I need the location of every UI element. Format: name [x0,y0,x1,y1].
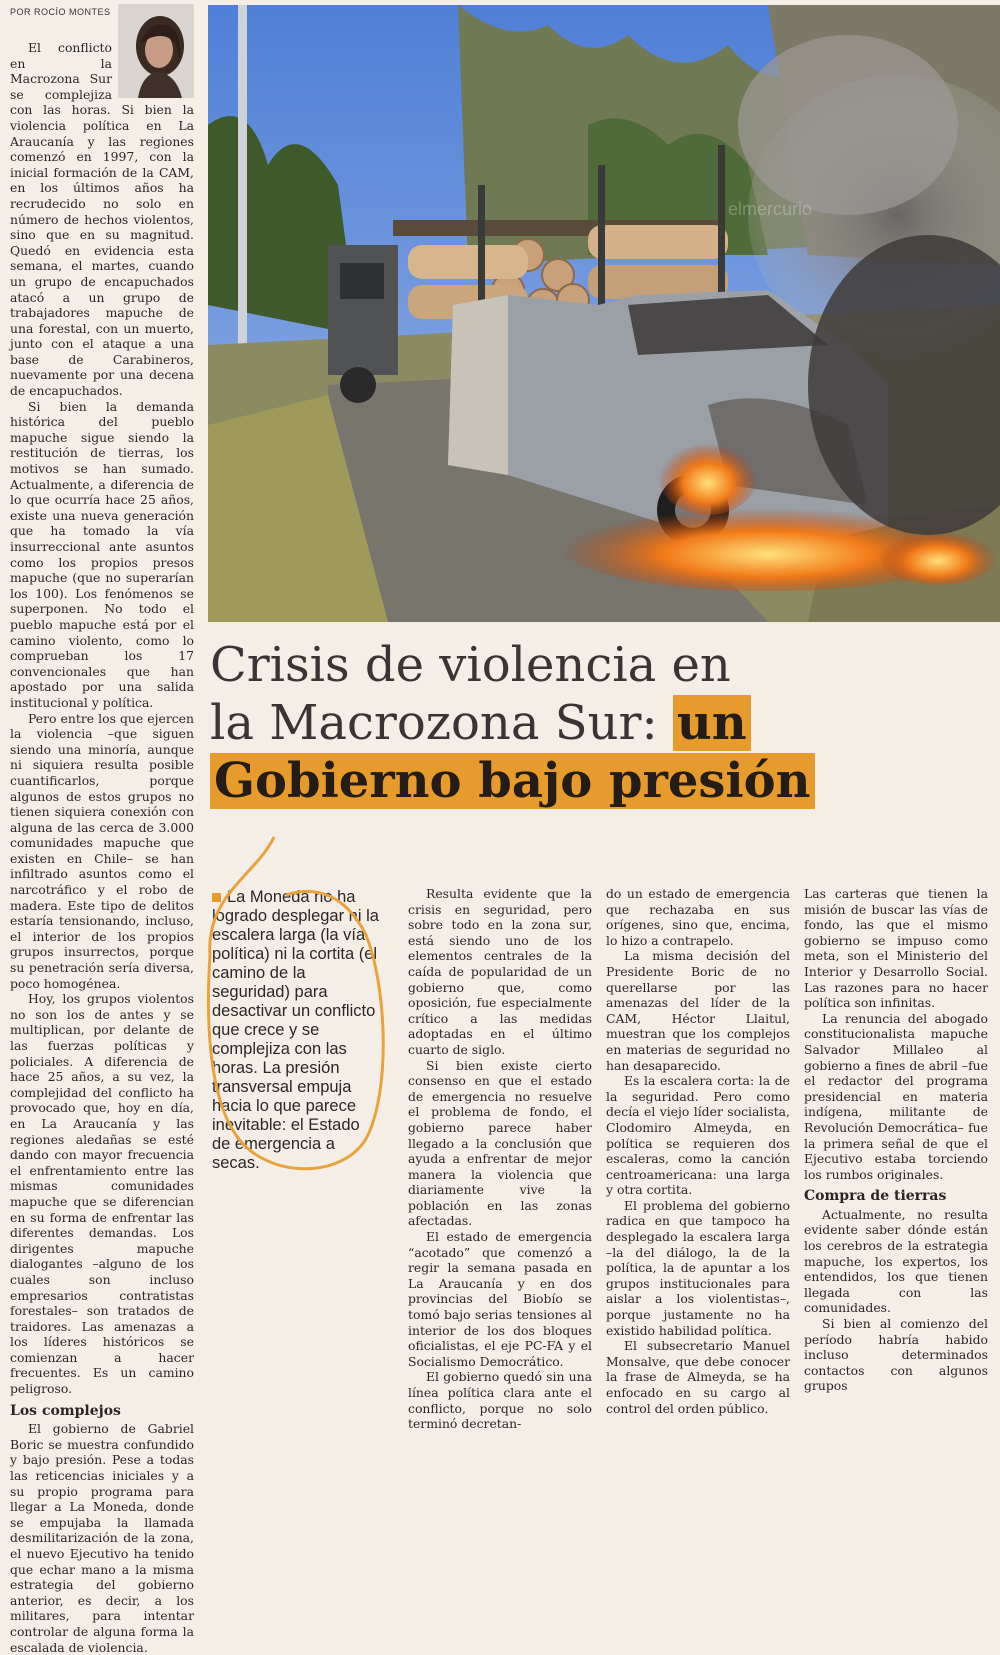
paragraph: Hoy, los grupos violentos no son los de antes y se multiplican, por delante de las fuerzas políticas y policiales. A diferencia de hace 25 años, a su vez, la complejidad del conflicto ha provocado que, hoy en día, en La Araucanía y las regiones aledañas se esté dando con mayor frecuencia el enfrentamiento entre las mismas comunidades mapuche que se diferencian en su forma de enfrentar las diferentes demandas. Los dirigentes mapuche dialogantes –alguno de los cuales son incluso empresarios contratistas forestales– son tratados de traidores. Las amenazas a los líderes históricos se comienzan a hacer frecuentes. Es un camino peligroso. [10,991,194,1397]
paragraph: El problema del gobierno radica en que tampoco ha desplegado la escalera larga –la del diálogo, la de la política, la de apuntar a los grupos institucionales para aislar a los violentistas–, porque justamente no ha existido habilidad política. [606,1197,790,1338]
paragraph: El gobierno quedó sin una línea política clara ante el conflicto, porque no solo terminó decretan- [408,1369,592,1432]
accent-square-icon [212,893,221,902]
author-portrait [118,4,194,98]
paragraph: El conflicto en la Macrozona Sur se complejiza con las horas. Si bien la violencia política en La Araucanía y las regiones comenzó en 1997, con la inicial formación de la CAM, en los últimos años ha recrudecido no solo en número de hechos violentos, sino que en su magnitud. Quedó en evidencia esta semana, el martes, cuando un grupo de encapuchados atacó a un grupo de trabajadores mapuche de una forestal, con un muerto, junto con el ataque a una base de Carabineros, nuevamente por una decena de encapuchados. [10,40,194,399]
paragraph: El subsecretario Manuel Monsalve, que debe conocer la frase de Almeyda, se ha enfocado en su cargo al control del orden público. [606,1338,790,1416]
photo-watermark: elmercurio [728,199,813,219]
paragraph: Pero entre los que ejercen la violencia –que siguen siendo una minoría, aunque ni siquiera resulta posible cuantificarlos, porque algunos de estos grupos no tienen siquiera conexión con alguna de las cerca de 3.000 comunidades mapuche que existen en Chile– se han infiltrado asuntos como el narcotráfico y el robo de madera. Este tipo de delitos estaría tensionando, incluso, el interior de los propios grupos insurrectos, porque su penetración sería diversa, poco homogénea. [10,710,194,991]
headline-highlight-1: un [673,695,751,751]
headline-highlight-2: Gobierno bajo presión [210,753,815,809]
article-column-2 [408,886,592,1432]
news-photo-burning-truck [208,5,1000,622]
paragraph: Si bien al comienzo del período habría habido incluso determinados contactos con algunos grupos [804,1316,988,1394]
paragraph: Es la escalera corta: la de la seguridad. Pero como decía el viejo líder socialista, Clodomiro Almeyda, en política se requieren dos escaleras, como la canción centroamericana: una larga y otra cortita. [606,1073,790,1198]
article-column-4 [804,886,988,1394]
paragraph: La renuncia del abogado constitucionalista mapuche Salvador Millaleo al gobierno a fines de abril –fue el redactor del programa presidencial en materia indígena, militante de Revolución Democrática– fue la primera señal de que el Ejecutivo estaba torciendo los rumbos originales. [804,1010,988,1182]
paragraph: La misma decisión del Presidente Boric de no querellarse por las amenazas del líder de la CAM, Héctor Llaitul, muestran que los complejos en materias de seguridad no han desaparecido. [606,948,790,1073]
paragraph: Las carteras que tienen la misión de buscar las vías de fondo, las que el mismo gobierno se impuso como meta, son el Ministerio del Interior y Desarrollo Social. Las razones para no hacer política son infinitas. [804,886,988,1011]
byline: POR ROCÍO MONTES [10,7,111,17]
headline-line-1: Crisis de violencia en [210,637,731,693]
paragraph: El gobierno de Gabriel Boric se muestra confundido y bajo presión. Pese a todas las reticencias iniciales y a su propio programa para llegar a La Moneda, donde se empujaba la llamada desmilitarización de la zona, el nuevo Ejecutivo ha tenido que echar mano a la misma estrategia del gobierno anterior, es decir, a los militares, para intentar controlar de alguna forma la escalada de violencia. [10,1421,194,1655]
paragraph: El estado de emergencia “acotado” que comenzó a regir la semana pasada en La Araucanía y en dos provincias del Biobío se tomó bajo serias tensiones al interior de los dos bloques oficialistas, el eje PC-FA y el Socialismo Democrático. [408,1229,592,1369]
pull-quote [212,888,382,1173]
article-column-3 [606,886,790,1416]
headline-line-3 [210,752,990,810]
paragraph: Si bien existe cierto consenso en que el estado de emergencia no resuelve el problema de fondo, el gobierno parece haber llegado a la conclusión que ayuda a enfrentar de mejor manera la violencia que diariamente vive la población en las zonas afectadas. [408,1057,592,1229]
paragraph: Actualmente, no resulta evidente saber dónde están los cerebros de la estrategia mapuche, los expertos, los entendidos, los que tienen llegada con las comunidades. [804,1206,988,1316]
paragraph: Si bien la demanda histórica del pueblo mapuche sigue siendo la restitución de tierras, los motivos se han sumado. Actualmente, a diferencia de lo que ocurría hace 25 años, existe una nueva generación que ha tomado la vía insurreccional ante asuntos como los propios presos mapuche (que no superarían los 100). Los fenómenos se superponen. No todo el pueblo mapuche está por el camino violento, como lo comprueban los 17 convencionales que han apostado por una salida institucional y política. [10,398,194,710]
subheading-los-complejos: Los complejos [10,1402,121,1419]
pull-quote-text: La Moneda no ha logrado desplegar ni la escalera larga (la vía política) ni la cortita (el camino de la seguridad) para desactivar un conflicto que crece y se complejiza con las horas. La presión transversal empuja hacia lo que parece inevitable: el Estado de emergencia a secas. [212,888,379,1172]
paragraph: do un estado de emergencia que rechazaba en sus orígenes, sino que, encima, lo hizo a contrapelo. [606,886,790,948]
subheading-compra-de-tierras: Compra de tierras [804,1188,947,1205]
headline-line-2 [210,694,990,752]
headline-line-2-plain: la Macrozona Sur: [210,695,658,751]
article-column-1 [10,40,194,1655]
headline [210,636,990,810]
paragraph: Resulta evidente que la crisis en seguridad, pero sobre todo en la zona sur, está siendo uno de los elementos centrales de la caída de popularidad de un gobierno que, como oposición, fue especialmente crítico a las medidas adoptadas en el último cuarto de siglo. [408,886,592,1057]
